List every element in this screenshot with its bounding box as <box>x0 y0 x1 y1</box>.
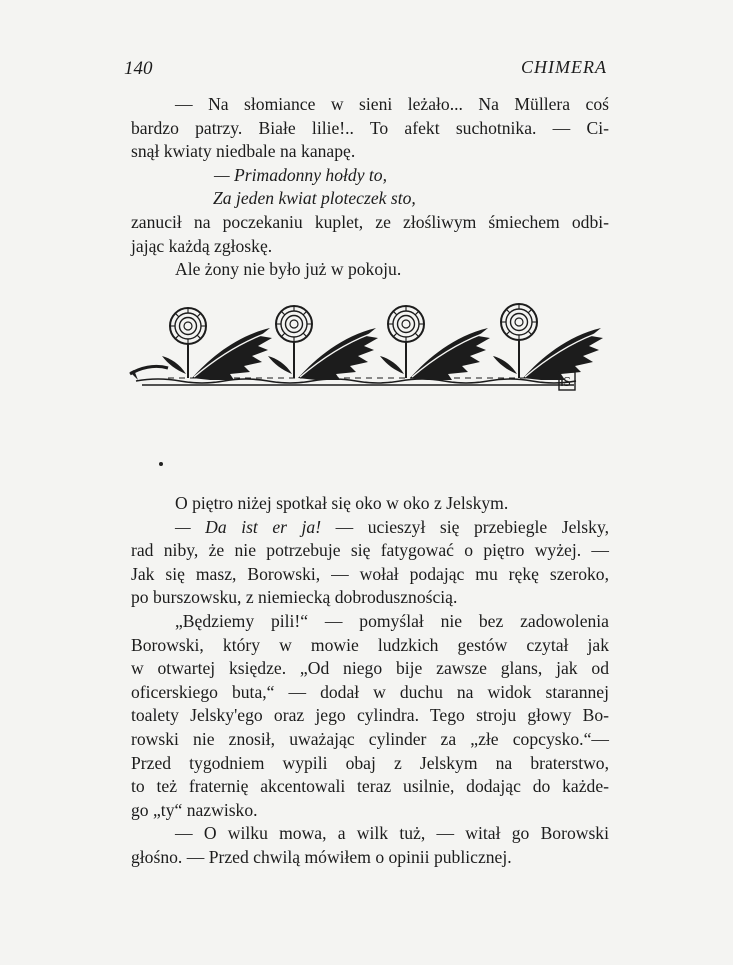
text-line: Przed tygodniem wypili obaj z Jelskym na braterstwo, <box>131 752 609 773</box>
german-phrase: — Da ist er ja! <box>175 516 322 537</box>
text-line: bardzo patrzy. Białe lilie!.. To afekt suchotnika. — Ci- <box>131 117 609 138</box>
dandelion-ornament <box>128 298 608 396</box>
text-line: snął kwiaty niedbale na kanapę. <box>131 141 356 162</box>
stray-mark <box>159 462 163 466</box>
text-line: oficerskiego buta,“ — dodał w duchu na widok starannej <box>131 681 609 702</box>
text-line: jając każdą zgłoskę. <box>131 235 273 256</box>
text-section-2 <box>131 492 609 870</box>
flower-2 <box>268 306 378 380</box>
text-line: zanucił na poczekaniu kuplet, ze złośliwym śmiechem odbi- <box>131 211 609 232</box>
flower-4 <box>493 304 603 380</box>
text-line: w otwartej księdze. „Od niego bije zawsze glans, jak od <box>131 658 609 679</box>
text-line: to też fraternię akcentowali teraz usilnie, dodając do każde- <box>131 776 609 797</box>
text-line: „Będziemy pili!“ — pomyślał nie bez zadowolenia <box>175 610 609 631</box>
text-fragment: — ucieszył się przebiegle Jelsky, <box>321 516 609 537</box>
verse-line: — Primadonny hołdy to, <box>214 164 387 185</box>
text-line: O piętro niżej spotkał się oko w oko z Jelskym. <box>175 493 509 513</box>
text-line: Borowski, który w mowie ludzkich gestów czytał jak <box>131 634 609 655</box>
verse-line: Za jeden kwiat ploteczek sto, <box>213 188 416 209</box>
text-line: rad niby, że nie potrzebuje się fatygować o piętro wyżej. — <box>131 540 609 561</box>
text-section-1 <box>131 93 609 282</box>
monogram-letter: S <box>563 375 571 390</box>
text-line: rowski nie znosił, uważając cylinder za „złe copcysko.“— <box>131 728 609 749</box>
text-line: Ale żony nie było już w pokoju. <box>175 259 402 280</box>
running-head: CHIMERA <box>521 57 607 77</box>
text-line: — O wilku mowa, a wilk tuż, — witał go Borowski <box>175 823 609 844</box>
flower-1 <box>162 308 272 380</box>
text-line: go „ty“ nazwisko. <box>131 799 258 820</box>
text-line: toalety Jelsky'ego oraz jego cylindra. Tego stroju głowy Bo- <box>131 705 609 726</box>
page-number: 140 <box>124 58 153 79</box>
text-line: — Na słomiance w sieni leżało... Na Müllera coś <box>175 94 609 114</box>
text-line: głośno. — Przed chwilą mówiłem o opinii publicznej. <box>131 846 512 867</box>
text-line: Jak się masz, Borowski, — wołał podając mu rękę szeroko, <box>131 563 609 584</box>
flower-3 <box>380 306 490 380</box>
text-line <box>131 516 609 540</box>
text-line: po burszowsku, z niemiecką dobrodusznością. <box>131 587 458 608</box>
